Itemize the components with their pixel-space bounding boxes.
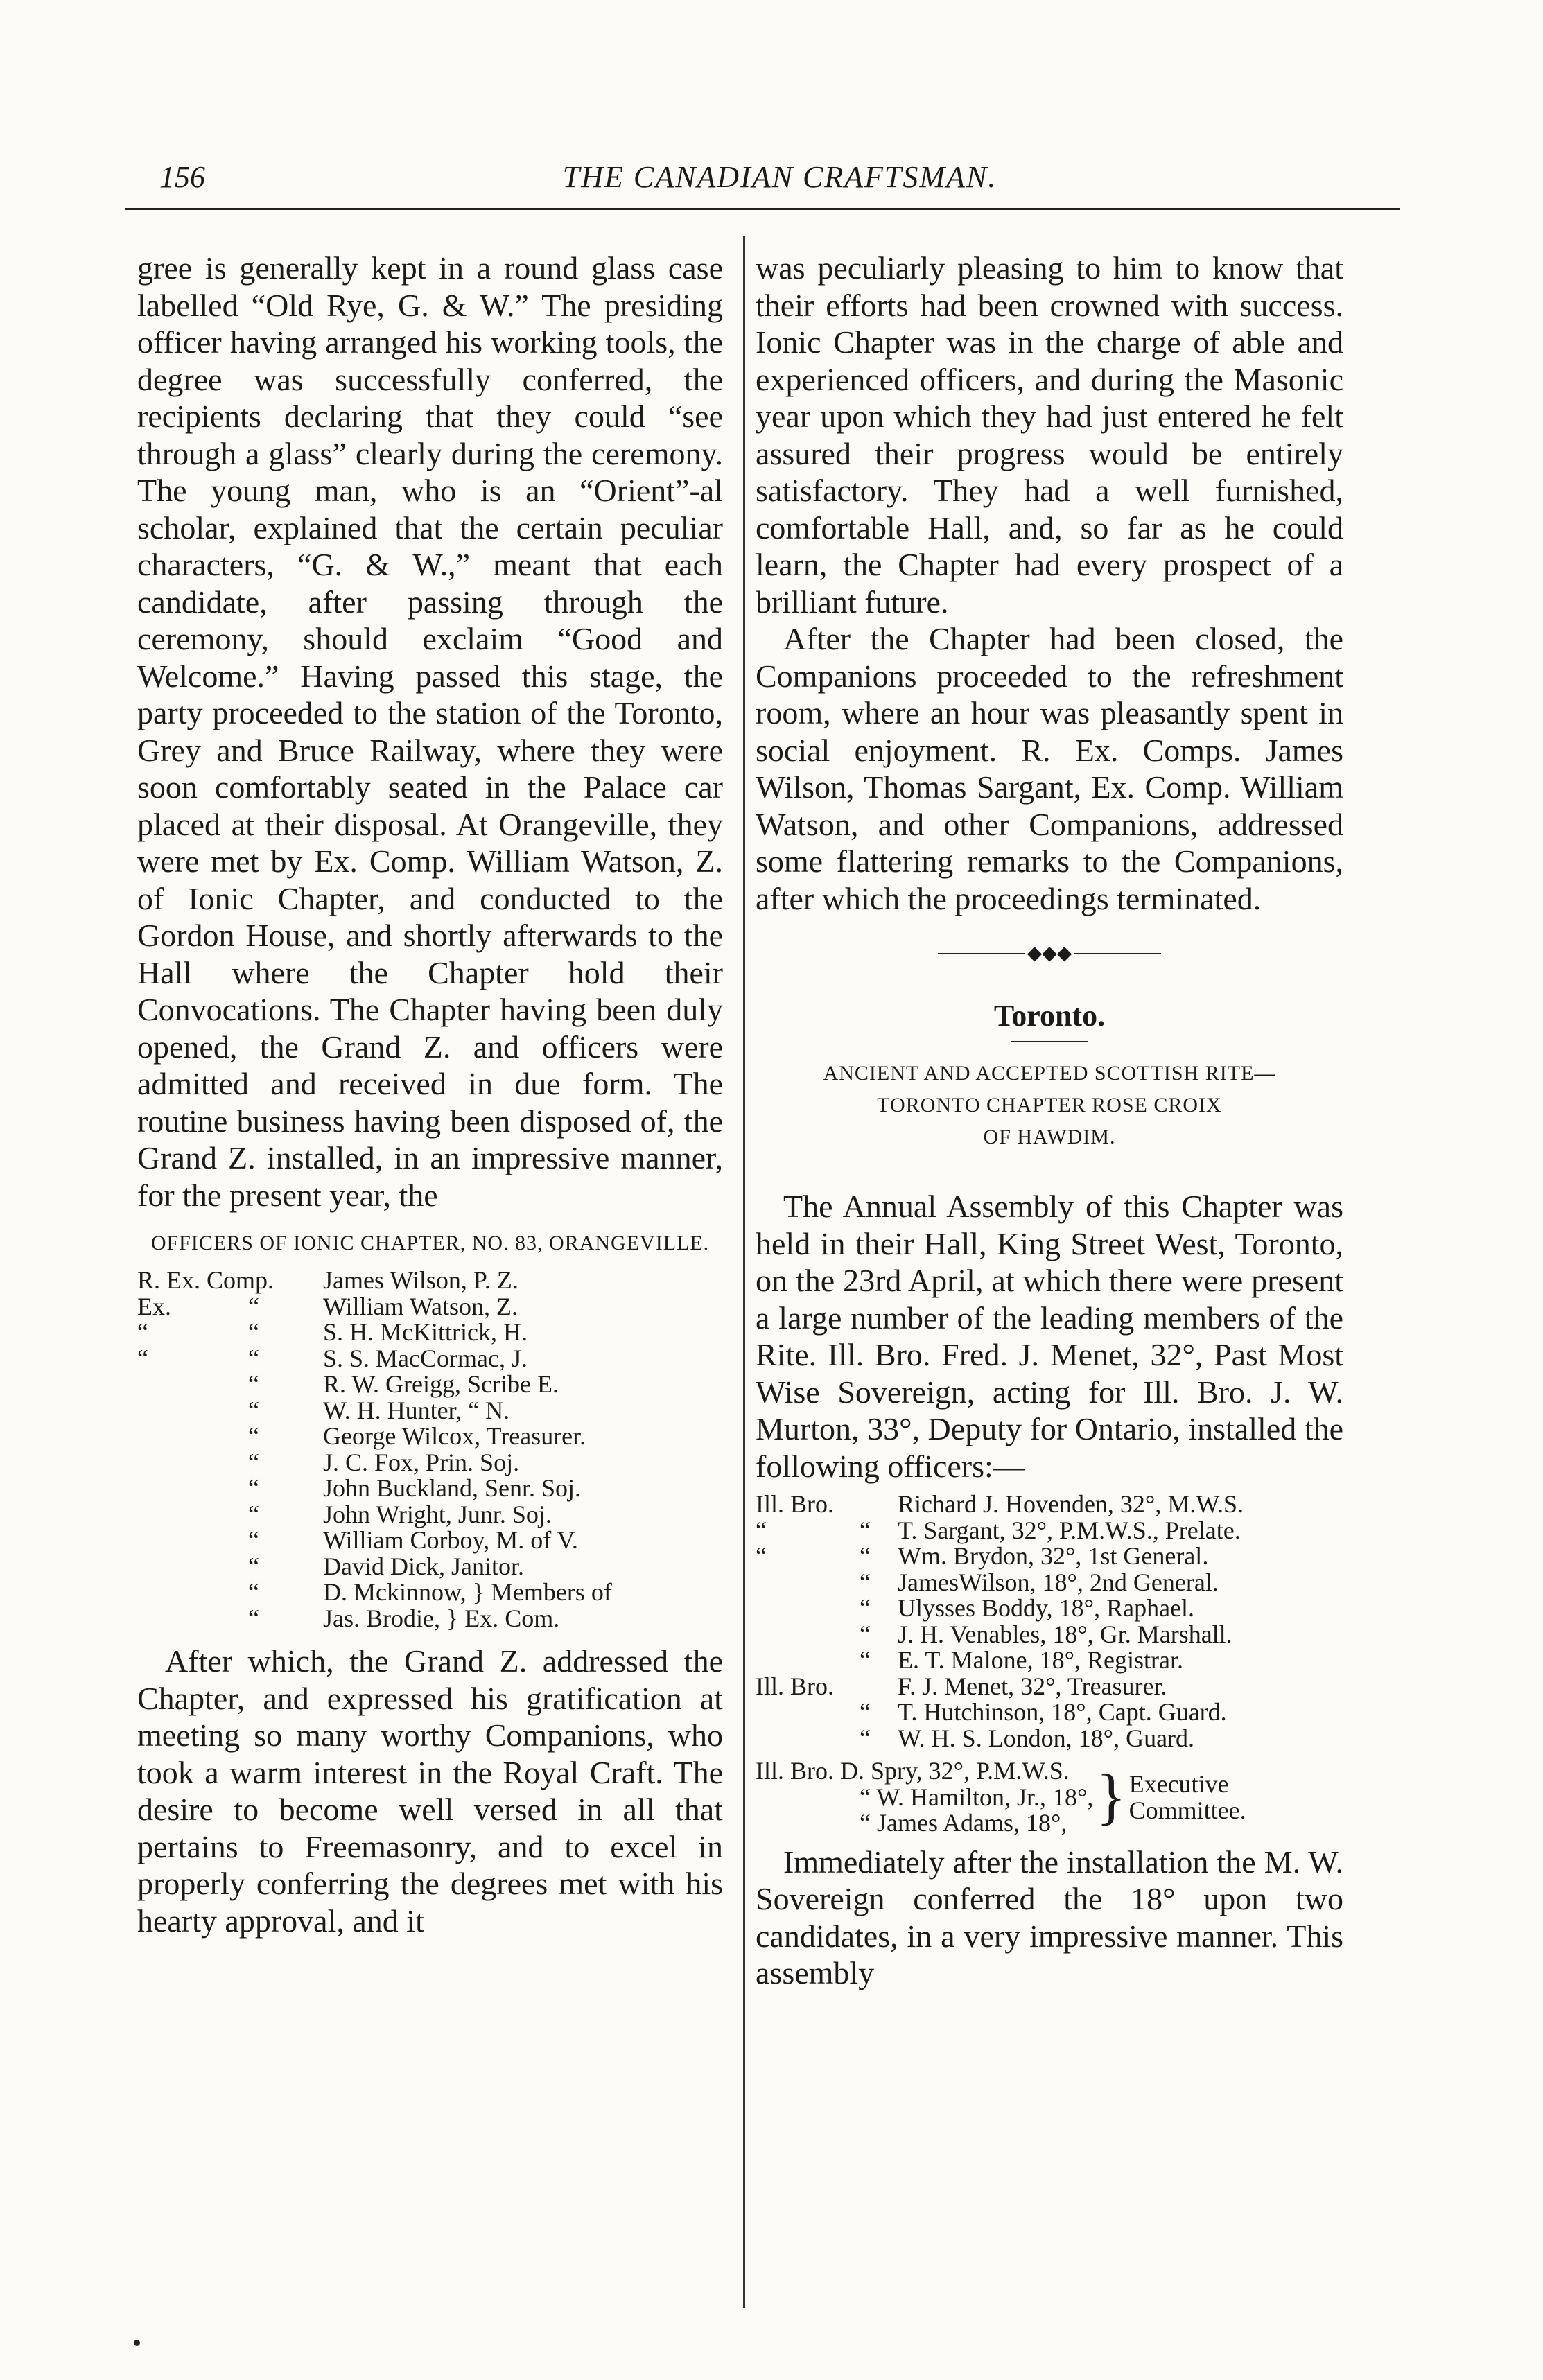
brace: } [1096, 1762, 1126, 1832]
exec-line-2: “ W. Hamilton, Jr., 18°, [860, 1783, 1094, 1811]
roster-cell: John Buckland, Senr. Soj. [323, 1474, 582, 1502]
roster-cell [137, 1554, 248, 1580]
roster-cell: Richard J. Hovenden, 32°, M.W.S. [898, 1490, 1244, 1518]
roster-cell: Ill. Bro. [756, 1490, 834, 1518]
roster-cell [137, 1580, 248, 1606]
roster-cell: “ [248, 1474, 259, 1502]
roster-cell: “ [248, 1318, 259, 1346]
roster-cell: “ [248, 1526, 259, 1554]
roster-cell [248, 1268, 323, 1294]
roster-cell: “ [860, 1516, 871, 1544]
exec-line-3: “ James Adams, 18°, [860, 1809, 1067, 1837]
running-title: THE CANADIAN CRAFTSMAN. [562, 160, 997, 194]
right-paragraph-1: was peculiarly pleasing to him to know that their efforts had been crowned with success. Ionic Chapter was in the charge of able and experienced officers, and during the Masonic year upon which they had just entered he felt assured their progress would be entirely satisfactory. They had a well furnished, comfortable Hall, and, so far as he could learn, the Chapter had every prospect of a brilliant future. [756, 250, 1343, 620]
roster-cell: “ [860, 1646, 871, 1674]
rite-officers-roster [756, 1491, 1343, 1751]
roster-row [137, 1294, 723, 1320]
roster-cell: E. T. Malone, 18°, Registrar. [898, 1646, 1183, 1674]
roster-row [756, 1726, 1343, 1752]
roster-cell: William Watson, Z. [323, 1292, 518, 1320]
roster-row [756, 1491, 1343, 1518]
roster-row [137, 1346, 723, 1372]
roster-cell: “ [137, 1344, 148, 1372]
roster-row [756, 1570, 1343, 1596]
roster-row [137, 1450, 723, 1476]
roster-cell: George Wilcox, Treasurer. [323, 1422, 586, 1450]
roster-cell: Ulysses Boddy, 18°, Raphael. [898, 1594, 1195, 1622]
roster-row [137, 1554, 723, 1580]
right-paragraph-4: Immediately after the installation the M. W. Sovereign conferred the 18° upon two candidates, in a very impressive manner. This assembly [756, 1844, 1343, 1990]
roster-row [137, 1528, 723, 1554]
roster-cell: “ [860, 1724, 871, 1752]
roster-cell: S. S. MacCormac, J. [323, 1344, 528, 1372]
roster-cell: “ [248, 1292, 259, 1320]
roster-cell [137, 1528, 248, 1554]
roster-cell: David Dick, Janitor. [323, 1552, 524, 1580]
roster-cell: T. Hutchinson, 18°, Capt. Guard. [898, 1698, 1227, 1726]
roster-cell: “ [860, 1568, 871, 1596]
subheading-line-3: OF HAWDIM. [983, 1126, 1116, 1148]
roster-cell [137, 1424, 248, 1450]
roster-cell [137, 1606, 248, 1632]
title-rule [1011, 1041, 1088, 1042]
roster-row [137, 1398, 723, 1424]
roster-row [137, 1580, 723, 1606]
left-paragraph-2: After which, the Grand Z. addressed the Chapter, and expressed his gratification at meeting so many worthy Companions, who took a warm interest in the Royal Craft. The desire to become well versed in all that pertains to Freemasonry, and to excel in properly conferring the degrees met with his hearty approval, and it [137, 1643, 723, 1939]
roster-cell: “ [248, 1344, 259, 1372]
roster-cell: “ [860, 1698, 871, 1726]
roster-cell: “ [860, 1594, 871, 1622]
roster-row [137, 1372, 723, 1398]
officers-heading: OFFICERS OF IONIC CHAPTER, NO. 83, ORANGEVILLE. [150, 1232, 710, 1254]
executive-committee [756, 1758, 1343, 1837]
roster-cell: Ill. Bro. [756, 1672, 834, 1700]
right-paragraph-2: After the Chapter had been closed, the Companions proceeded to the refreshment room, where an hour was pleasantly spent in social enjoyment. R. Ex. Comps. James Wilson, Thomas Sargant, Ex. Comp. William Watson, and other Companions, addressed some flattering remarks to the Companions, after which the proceedings terminated. [756, 621, 1343, 916]
roster-cell: S. H. McKittrick, H. [323, 1318, 528, 1346]
roster-cell [137, 1450, 248, 1476]
roster-cell: J. C. Fox, Prin. Soj. [323, 1448, 520, 1476]
roster-cell: T. Sargant, 32°, P.M.W.S., Prelate. [898, 1516, 1241, 1544]
header-rule [125, 208, 1400, 210]
exec-committee-label: Executive Committee. [1128, 1770, 1246, 1825]
roster-cell: “ [248, 1422, 259, 1450]
roster-row [137, 1606, 723, 1632]
roster-row [756, 1595, 1343, 1622]
roster-cell: R. Ex. Comp. [137, 1266, 274, 1294]
roster-cell [137, 1476, 248, 1502]
margin-dot [134, 2340, 140, 2346]
subheading-line-2: TORONTO CHAPTER ROSE CROIX [877, 1094, 1222, 1117]
roster-cell: F. J. Menet, 32°, Treasurer. [898, 1672, 1167, 1700]
roster-cell: J. H. Venables, 18°, Gr. Marshall. [898, 1620, 1232, 1648]
roster-cell: John Wright, Junr. Soj. [323, 1500, 552, 1528]
roster-row [756, 1622, 1343, 1648]
left-column [137, 250, 723, 1939]
section-ornament: ◆◆◆ [756, 935, 1343, 972]
left-paragraph-1: gree is generally kept in a round glass case labelled “Old Rye, G. & W.” The presiding officer having arranged his working tools, the degree was successfully conferred, the recipients declaring that they could “see through a glass” clearly during the ceremony. The young man, who is an “Orient”-al scholar, explained that the certain peculiar characters, “G. & W.,” meant that each candidate, after passing through the ceremony, should exclaim “Good and Welcome.” Having passed this stage, the party proceeded to the station of the Toronto, Grey and Bruce Railway, where they were soon comfortably seated in the Palace car placed at their disposal. At Orangeville, they were met by Ex. Comp. William Watson, Z. of Ionic Chapter, and conducted to the Gordon House, and shortly afterwards to the Hall where the Chapter hold their Convocations. The Chapter having been duly opened, the Grand Z. and officers were admitted and received in due form. The routine business having been disposed of, the Grand Z. installed, in an impressive manner, for the present year, the [137, 250, 723, 1213]
exec-line-1: Ill. Bro. D. Spry, 32°, P.M.W.S. [756, 1757, 1070, 1785]
section-title: Toronto. [993, 998, 1106, 1033]
roster-cell [137, 1502, 248, 1528]
roster-cell [137, 1398, 248, 1424]
roster-cell: “ [756, 1516, 767, 1544]
roster-row [137, 1320, 723, 1346]
right-column [756, 250, 1343, 1992]
roster-cell [860, 1491, 898, 1518]
roster-cell [756, 1726, 860, 1752]
roster-cell: “ [860, 1620, 871, 1648]
roster-cell [756, 1699, 860, 1726]
roster-cell [756, 1570, 860, 1596]
roster-row [756, 1674, 1343, 1700]
roster-cell: Jas. Brodie, } Ex. Com. [323, 1604, 560, 1632]
section-subheading [756, 1058, 1343, 1153]
officers-roster [137, 1268, 723, 1631]
roster-cell [860, 1674, 898, 1700]
page-header [159, 159, 1400, 215]
roster-cell: W. H. S. London, 18°, Guard. [898, 1724, 1195, 1752]
right-paragraph-3: The Annual Assembly of this Chapter was held in their Hall, King Street West, Toronto, on the 23rd April, at which there were present a large number of the leading members of the Rite. Ill. Bro. Fred. J. Menet, 32°, Past Most Wise Sovereign, acting for Ill. Bro. J. W. Murton, 33°, Deputy for Ontario, installed the following officers:— [756, 1189, 1343, 1484]
roster-row [137, 1502, 723, 1528]
roster-cell: “ [248, 1370, 259, 1398]
roster-row [137, 1476, 723, 1502]
page-number: 156 [159, 160, 205, 194]
subheading-line-1: ANCIENT AND ACCEPTED SCOTTISH RITE— [823, 1062, 1276, 1085]
roster-cell: James Wilson, P. Z. [323, 1266, 518, 1294]
column-divider [743, 236, 745, 2308]
roster-cell: “ [248, 1448, 259, 1476]
roster-cell: Ex. [137, 1292, 171, 1320]
roster-row [137, 1424, 723, 1450]
roster-cell: R. W. Greigg, Scribe E. [323, 1370, 559, 1398]
roster-cell: “ [248, 1396, 259, 1424]
roster-cell: “ [248, 1604, 259, 1632]
roster-cell: JamesWilson, 18°, 2nd General. [898, 1568, 1219, 1596]
roster-cell [756, 1647, 860, 1674]
roster-cell: “ [248, 1552, 259, 1580]
roster-cell: W. H. Hunter, “ N. [323, 1396, 510, 1424]
roster-row [756, 1543, 1343, 1570]
roster-cell: “ [860, 1542, 871, 1570]
roster-cell: “ [248, 1578, 259, 1606]
roster-cell [137, 1372, 248, 1398]
roster-cell: “ [248, 1500, 259, 1528]
roster-cell: Wm. Brydon, 32°, 1st General. [898, 1542, 1209, 1570]
roster-row [756, 1699, 1343, 1726]
roster-row [137, 1268, 723, 1294]
roster-cell [756, 1595, 860, 1622]
roster-cell: “ [137, 1318, 148, 1346]
roster-row [756, 1518, 1343, 1544]
roster-cell: D. Mckinnow, } Members of [323, 1578, 612, 1606]
roster-cell [756, 1622, 860, 1648]
roster-row [756, 1647, 1343, 1674]
roster-cell: “ [756, 1542, 767, 1570]
roster-cell: William Corboy, M. of V. [323, 1526, 578, 1554]
